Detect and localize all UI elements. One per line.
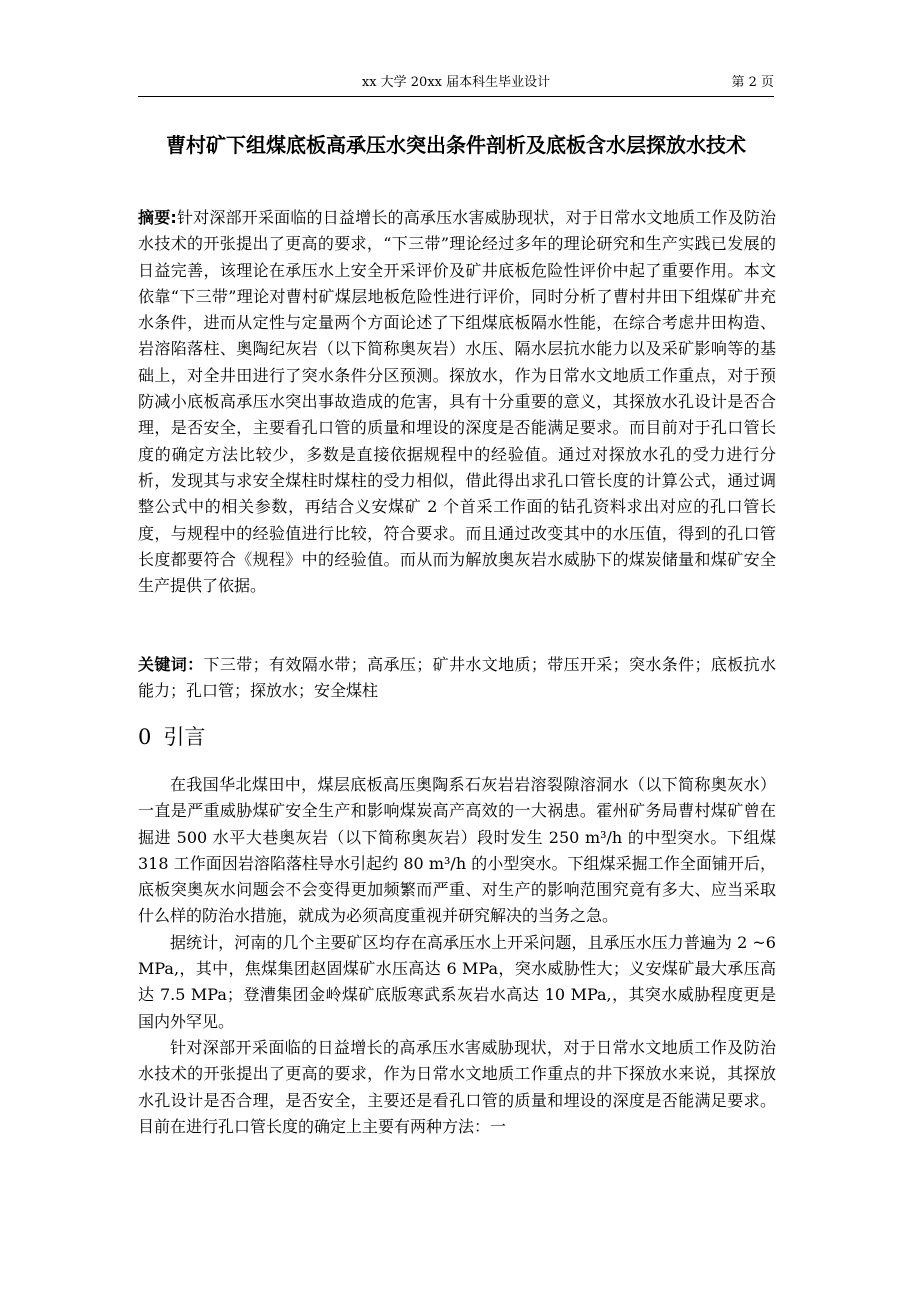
- body-paragraph: 在我国华北煤田中，煤层底板高压奥陶系石灰岩岩溶裂隙溶洞水（以下简称奥灰水）一直是严重威胁煤矿安全生产和影响煤炭高产高效的一大祸患。霍州矿务局曹村煤矿曾在掘进 500 水平大巷奥灰岩（以下简称奥灰岩）段时发生 250 m³/h 的中型突水。下组煤 318 工作面因岩溶陷落柱导水引起约 80 m³/h 的小型突水。下组煤采掘工作全面铺开后，底板突奥灰水问题会不会变得更加频繁而严重、对生产的影响范围究竟有多大、应当采取什么样的防治水措施，就成为必须高度重视并研究解决的当务之急。: [138, 775, 776, 926]
- body-paragraph: 针对深部开采面临的日益增长的高承压水害威胁现状，对于日常水文地质工作及防治水技术的开张提出了更高的要求，作为日常水文地质工作重点的井下探放水来说，其探放水孔设计是否合理，是否安全，主要还是看孔口管的质量和埋设的深度是否能满足要求。目前在进行孔口管长度的确定上主要有两种方法：一: [138, 1037, 776, 1136]
- page-header: [138, 70, 774, 97]
- section-number: 0: [138, 725, 152, 749]
- header-thesis-label: xx 大学 20xx 届本科生毕业设计: [361, 75, 551, 90]
- abstract: [138, 205, 776, 599]
- body-paragraph: 据统计，河南的几个主要矿区均存在高承压水上开采问题，且承压水压力普遍为 2 ~6 MPa,，其中，焦煤集团赵固煤矿水压高达 6 MPa，突水威胁性大；义安煤矿最大承压高达 7.5 MPa；登漕集团金岭煤矿底版寒武系灰岩水高达 10 MPa,，其突水威胁程度更是国内外罕见。: [138, 932, 776, 1031]
- abstract-label: 摘要:: [138, 208, 177, 227]
- keywords-text: 下三带；有效隔水带；高承压；矿井水文地质；带压开采；突水条件；底板抗水能力；孔口管；探放水；安全煤柱: [138, 655, 776, 701]
- section-title: 引言: [163, 725, 206, 749]
- keywords: [138, 652, 776, 705]
- document-title: 曹村矿下组煤底板高承压水突出条件剖析及底板含水层探放水技术: [166, 133, 746, 157]
- section-body: [138, 772, 776, 1140]
- abstract-text: 针对深部开采面临的日益增长的高承压水害威胁现状，对于日常水文地质工作及防治水技术的开张提出了更高的要求，“下三带”理论经过多年的理论研究和生产实践已发展的日益完善，该理论在承压水上安全开采评价及矿井底板危险性评价中起了重要作用。本文依靠“下三带”理论对曹村矿煤层地板危险性进行评价，同时分析了曹村井田下组煤矿井充水条件，进而从定性与定量两个方面论述了下组煤底板隔水性能，在综合考虑井田构造、岩溶陷落柱、奥陶纪灰岩（以下简称奥灰岩）水压、隔水层抗水能力以及采矿影响等的基础上，对全井田进行了突水条件分区预测。探放水，作为日常水文地质工作重点，对于预防减小底板高承压水突出事故造成的危害，具有十分重要的意义，其探放水孔设计是否合理，是否安全，主要看孔口管的质量和埋设的深度是否能满足要求。而目前对于孔口管长度的确定方法比较少，多数是直接依据规程中的经验值。通过对探放水孔的受力进行分析，发现其与求安全煤柱时煤柱的受力相似，借此得出求孔口管长度的计算公式，通过调整公式中的相关参数，再结合义安煤矿 2 个首采工作面的钻孔资料求出对应的孔口管长度，与规程中的经验值进行比较，符合要求。而且通过改变其中的水压值，得到的孔口管长度都要符合《规程》中的经验值。而从而为解放奥灰岩水威胁下的煤炭储量和煤矿安全生产提供了依据。: [138, 208, 776, 596]
- keywords-label: 关键词：: [138, 655, 204, 674]
- header-page-number: 第 2 页: [731, 75, 774, 90]
- section-heading: [138, 722, 205, 752]
